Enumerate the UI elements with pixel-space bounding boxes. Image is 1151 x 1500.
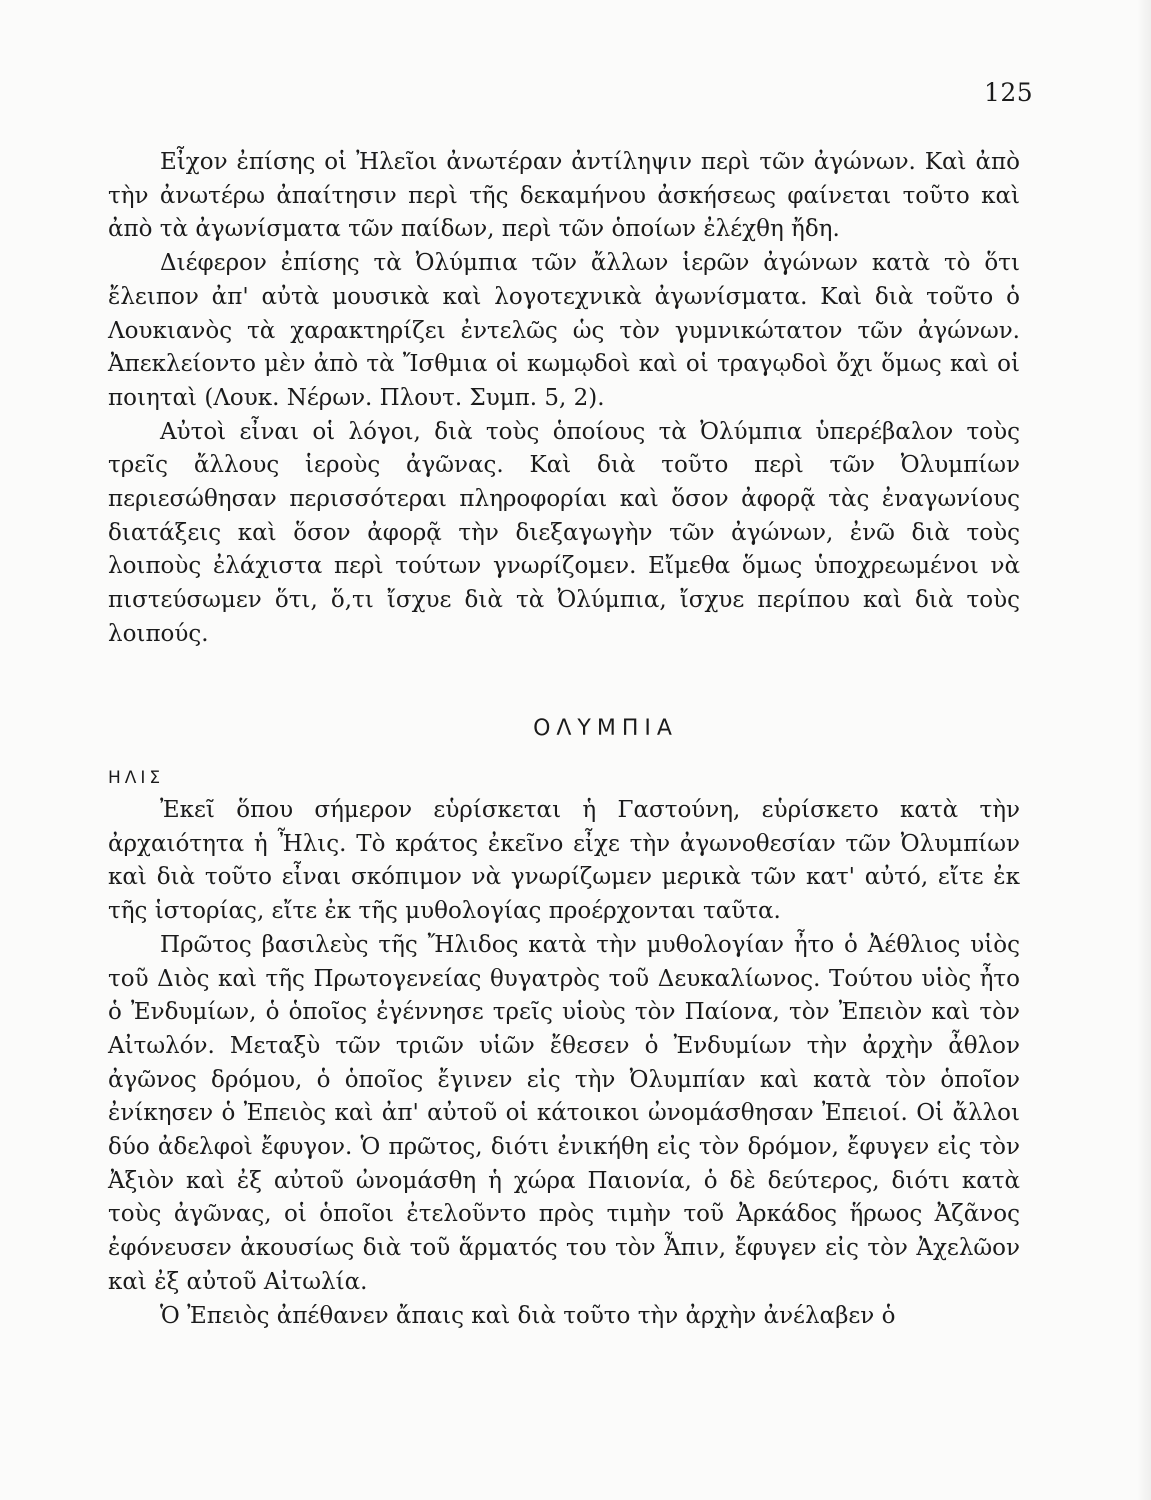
paragraph: Ἐκεῖ ὅπου σήμερον εὑρίσκεται ἡ Γαστούνη, εὑρίσκετο κατὰ τὴν ἀρχαιότητα ἡ Ἦλις. Τὸ κράτος ἐκεῖνο εἶχε τὴν ἀγωνοθεσίαν τῶν Ὀλυμπίων καὶ διὰ τοῦτο εἶναι σκόπιμον νὰ γνωρίζωμεν μερικὰ τῶν κατ' αὐτό, εἴτε ἐκ τῆς ἱστορίας, εἴτε ἐκ τῆς μυθολογίας προέρχονται ταῦτα. — [108, 797, 1020, 925]
paragraph: Ὁ Ἐπειὸς ἀπέθανεν ἄπαις καὶ διὰ τοῦτο τὴν ἀρχὴν ἀνέλαβεν ὁ — [160, 1302, 896, 1329]
text-block-after-heading — [108, 794, 1020, 1333]
text-block-before-heading — [108, 146, 1020, 652]
paragraph: Αὐτοὶ εἶναι οἱ λόγοι, διὰ τοὺς ὁποίους τὰ Ὀλύμπια ὑπερέβαλον τοὺς τρεῖς ἄλλους ἱεροὺς ἀγῶνας. Καὶ διὰ τοῦτο περὶ τῶν Ὀλυμπίων περιεσώθησαν περισσότεραι πληροφορίαι καὶ ὅσον ἀφορᾷ τὰς ἐναγωνίους διατάξεις καὶ ὅσον ἀφορᾷ τὴν διεξαγωγὴν τῶν ἀγώνων, ἐνῶ διὰ τοὺς λοιποὺς ἐλάχιστα περὶ τούτων γνωρίζομεν. Εἴμεθα ὅμως ὑποχρεωμένοι νὰ πιστεύσωμεν ὅτι, ὅ,τι ἴσχυε διὰ τὰ Ὀλύμπια, ἴσχυε περίπου καὶ διὰ τοὺς λοιπούς. — [108, 418, 1020, 647]
scan-edge-shadow — [1137, 0, 1151, 1500]
paragraph: Εἶχον ἐπίσης οἱ Ἠλεῖοι ἀνωτέραν ἀντίληψιν περὶ τῶν ἀγώνων. Καὶ ἀπὸ τὴν ἀνωτέρω ἀπαίτησιν περὶ τῆς δεκαμήνου ἀσκήσεως φαίνεται τοῦτο καὶ ἀπὸ τὰ ἀγωνίσματα τῶν παίδων, περὶ τῶν ὁποίων ἐλέχθη ἤδη. — [108, 149, 1020, 243]
paragraph: Διέφερον ἐπίσης τὰ Ὀλύμπια τῶν ἄλλων ἱερῶν ἀγώνων κατὰ τὸ ὅτι ἔλειπον ἀπ' αὐτὰ μουσικὰ καὶ λογοτεχνικὰ ἀγωνίσματα. Καὶ διὰ τοῦτο ὁ Λουκιανὸς τὰ χαρακτηρίζει ἐντελῶς ὡς τὸν γυμνικώτατον τῶν ἀγώνων. Ἀπεκλείοντο μὲν ἀπὸ τὰ Ἴσθμια οἱ κωμῳδοὶ καὶ οἱ τραγῳδοὶ ὄχι ὅμως καὶ οἱ ποιηταὶ (Λουκ. Νέρων. Πλουτ. Συμπ. 5, 2). — [108, 250, 1020, 411]
subsection-title: ΗΛΙΣ — [108, 768, 165, 788]
paragraph: Πρῶτος βασιλεὺς τῆς Ἤλιδος κατὰ τὴν μυθολογίαν ἦτο ὁ Ἀέθλιος υἱὸς τοῦ Διὸς καὶ τῆς Πρωτογενείας θυγατρὸς τοῦ Δευκαλίωνος. Τούτου υἱὸς ἦτο ὁ Ἐνδυμίων, ὁ ὁποῖος ἐγέννησε τρεῖς υἱοὺς τὸν Παίονα, τὸν Ἐπειὸν καὶ τὸν Αἰτωλόν. Μεταξὺ τῶν τριῶν υἱῶν ἔθεσεν ὁ Ἐνδυμίων τὴν ἀρχὴν ἆθλον ἀγῶνος δρόμου, ὁ ὁποῖος ἔγινεν εἰς τὴν Ὀλυμπίαν καὶ κατὰ τὸν ὁποῖον ἐνίκησεν ὁ Ἐπειὸς καὶ ἀπ' αὐτοῦ οἱ κάτοικοι ὠνομάσθησαν Ἐπειοί. Οἱ ἄλλοι δύο ἀδελφοὶ ἔφυγον. Ὁ πρῶτος, διότι ἐνικήθη εἰς τὸν δρόμον, ἔφυγεν εἰς τὸν Ἀξιὸν καὶ ἐξ αὐτοῦ ὠνομάσθη ἡ χώρα Παιονία, ὁ δὲ δεύτερος, διότι κατὰ τοὺς ἀγῶνας, οἱ ὁποῖοι ἐτελοῦντο πρὸς τιμὴν τοῦ Ἀρκάδος ἥρωος Ἀζᾶνος ἐφόνευσεν ἀκουσίως διὰ τοῦ ἅρματός του τὸν Ἆπιν, ἔφυγεν εἰς τὸν Ἀχελῶον καὶ ἐξ αὐτοῦ Αἰτωλία. — [108, 931, 1020, 1295]
section-title: ΟΛΥΜΠΙΑ — [533, 716, 678, 741]
page-number: 125 — [984, 78, 1034, 107]
